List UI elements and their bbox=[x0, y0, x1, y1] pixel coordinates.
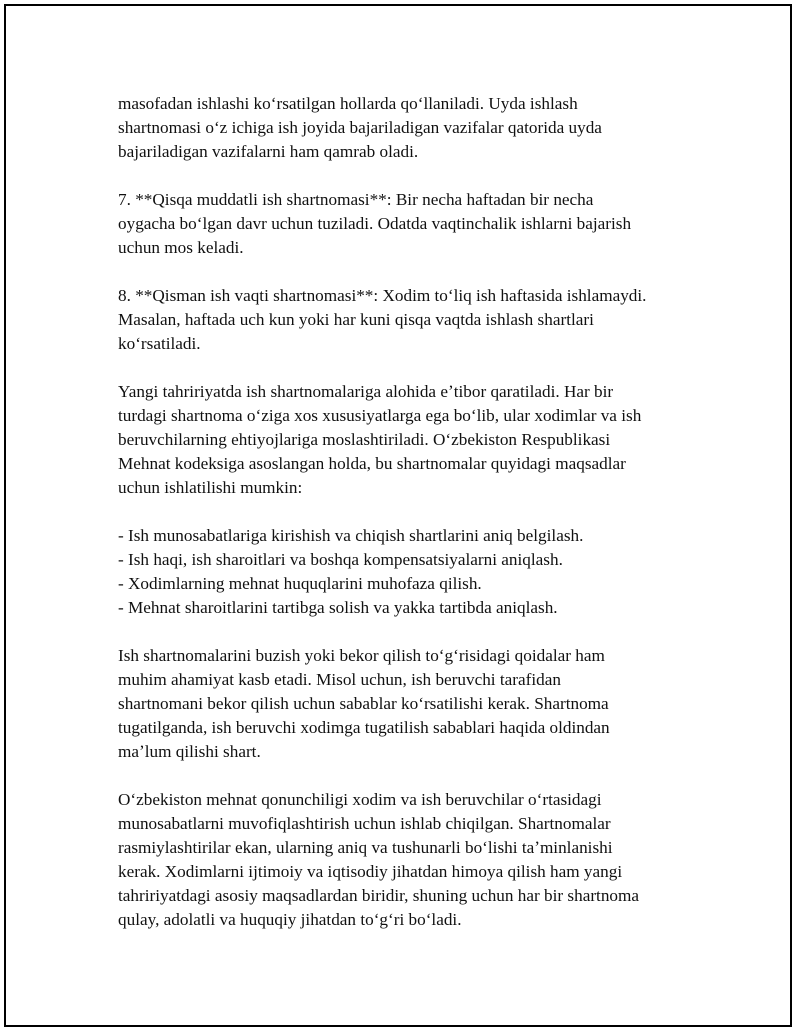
text-line: 7. **Qisqa muddatli ish shartnomasi**: Bir necha haftadan bir necha bbox=[118, 190, 594, 209]
text-line: bajariladigan vazifalarni ham qamrab oladi. bbox=[118, 142, 419, 161]
paragraph-termination-rules bbox=[118, 644, 698, 764]
purposes-list bbox=[118, 524, 698, 620]
text-line: oygacha boʻlgan davr uchun tuziladi. Odatda vaqtinchalik ishlarni bajarish bbox=[118, 214, 632, 233]
text-line: koʻrsatiladi. bbox=[118, 334, 201, 353]
text-line: munosabatlarni muvofiqlashtirish uchun ishlab chiqilgan. Shartnomalar bbox=[118, 814, 611, 833]
text-line: shartnomasi oʻz ichiga ish joyida bajariladigan vazifalar qatorida uyda bbox=[118, 118, 602, 137]
list-item: - Mehnat sharoitlarini tartibga solish va yakka tartibda aniqlash. bbox=[118, 598, 558, 617]
text-line: tugatilganda, ish beruvchi xodimga tugatilish sabablari haqida oldindan bbox=[118, 718, 610, 737]
paragraph-remote-work bbox=[118, 92, 698, 164]
text-line: kerak. Xodimlarni ijtimoiy va iqtisodiy jihatdan himoya qilish ham yangi bbox=[118, 862, 623, 881]
document-body bbox=[118, 92, 698, 956]
text-line: masofadan ishlashi koʻrsatilgan hollarda qoʻllaniladi. Uyda ishlash bbox=[118, 94, 578, 113]
paragraph-part-time-contract bbox=[118, 284, 698, 356]
text-line: tahririyatdagi asosiy maqsadlardan biridir, shuning uchun har bir shartnoma bbox=[118, 886, 640, 905]
text-line: turdagi shartnoma oʻziga xos xususiyatlarga ega boʻlib, ular xodimlar va ish bbox=[118, 406, 642, 425]
list-item: - Ish munosabatlariga kirishish va chiqish shartlarini aniq belgilash. bbox=[118, 526, 584, 545]
text-line: uchun mos keladi. bbox=[118, 238, 244, 257]
text-line: Ish shartnomalarini buzish yoki bekor qilish toʻgʻrisidagi qoidalar ham bbox=[118, 646, 605, 665]
paragraph-short-term-contract bbox=[118, 188, 698, 260]
text-line: 8. **Qisman ish vaqti shartnomasi**: Xodim toʻliq ish haftasida ishlamaydi. bbox=[118, 286, 647, 305]
list-item: - Xodimlarning mehnat huquqlarini muhofaza qilish. bbox=[118, 574, 482, 593]
text-line: Masalan, haftada uch kun yoki har kuni qisqa vaqtda ishlash shartlari bbox=[118, 310, 594, 329]
text-line: muhim ahamiyat kasb etadi. Misol uchun, ish beruvchi tarafidan bbox=[118, 670, 561, 689]
text-line: beruvchilarning ehtiyojlariga moslashtiriladi. Oʻzbekiston Respublikasi bbox=[118, 430, 611, 449]
text-line: uchun ishlatilishi mumkin: bbox=[118, 478, 303, 497]
text-line: maʼlum qilishi shart. bbox=[118, 742, 261, 761]
text-line: Oʻzbekiston mehnat qonunchiligi xodim va ish beruvchilar oʻrtasidagi bbox=[118, 790, 602, 809]
list-item: - Ish haqi, ish sharoitlari va boshqa kompensatsiyalarni aniqlash. bbox=[118, 550, 563, 569]
text-line: Yangi tahririyatda ish shartnomalariga alohida eʼtibor qaratiladi. Har bir bbox=[118, 382, 614, 401]
text-line: shartnomani bekor qilish uchun sabablar koʻrsatilishi kerak. Shartnoma bbox=[118, 694, 609, 713]
paragraph-labor-legislation bbox=[118, 788, 698, 932]
text-line: Mehnat kodeksiga asoslangan holda, bu shartnomalar quyidagi maqsadlar bbox=[118, 454, 626, 473]
text-line: rasmiylashtirilar ekan, ularning aniq va tushunarli boʻlishi taʼminlanishi bbox=[118, 838, 613, 857]
text-line: qulay, adolatli va huquqiy jihatdan toʻgʻri boʻladi. bbox=[118, 910, 462, 929]
paragraph-new-edition bbox=[118, 380, 698, 500]
